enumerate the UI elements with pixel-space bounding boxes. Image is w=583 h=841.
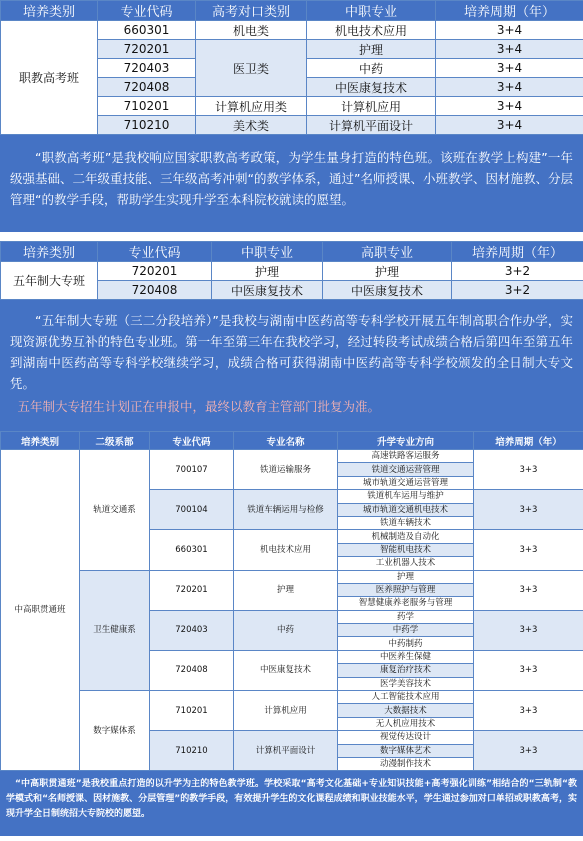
table-row: [1, 21, 583, 40]
major-name-cell: 铁道运输服务: [234, 450, 338, 490]
major-name-cell: 中药: [234, 610, 338, 650]
description-panel: [0, 300, 583, 431]
direction-cell: 人工智能技术应用: [338, 691, 474, 704]
code-cell: 700107: [150, 450, 234, 490]
major-name-cell: 计算机应用: [234, 691, 338, 731]
enrollment-note: 五年制大专招生计划正在申报中，最终以教育主管部门批复为准。: [17, 399, 381, 414]
period-cell: 3+2: [452, 281, 583, 300]
period-cell: 3+3: [474, 691, 583, 731]
major-cell: 中医康复技术: [307, 78, 436, 97]
direction-cell: 中医养生保健: [338, 650, 474, 663]
header-cell: 专业代码: [98, 242, 212, 262]
code-cell: 720408: [98, 78, 196, 97]
major-cell: 机电技术应用: [307, 21, 436, 40]
header-cell: 二级系部: [80, 432, 150, 450]
exam-type-cell: 美术类: [196, 116, 307, 135]
vocational-exam-table: [0, 0, 583, 135]
code-cell: 720201: [150, 570, 234, 610]
code-cell: 660301: [98, 21, 196, 40]
code-cell: 710201: [98, 97, 196, 116]
header-cell: 培养周期（年）: [436, 1, 583, 21]
code-cell: 710210: [150, 731, 234, 771]
direction-cell: 护理: [338, 570, 474, 583]
period-cell: 3+3: [474, 450, 583, 490]
code-cell: 720403: [98, 59, 196, 78]
category-cell: 中高职贯通班: [1, 450, 80, 771]
direction-cell: 大数据技术: [338, 704, 474, 717]
direction-cell: 城市轨道交通运营管理: [338, 476, 474, 489]
period-cell: 3+4: [436, 59, 583, 78]
direction-cell: 中药学: [338, 624, 474, 637]
description-panel: [0, 135, 583, 232]
integrated-program-body: [1, 450, 583, 771]
five-year-college-table: [0, 241, 583, 300]
header-cell: 培养类别: [1, 432, 80, 450]
period-cell: 3+3: [474, 530, 583, 570]
code-cell: 660301: [150, 530, 234, 570]
direction-cell: 铁道交通运营管理: [338, 463, 474, 476]
major-cell: 护理: [307, 40, 436, 59]
header-cell: 升学专业方向: [338, 432, 474, 450]
major-name-cell: 计算机平面设计: [234, 731, 338, 771]
direction-cell: 智能机电技术: [338, 543, 474, 556]
major-cell: 中药: [307, 59, 436, 78]
period-cell: 3+3: [474, 570, 583, 610]
exam-type-cell: 医卫类: [196, 40, 307, 97]
header-cell: 高职专业: [323, 242, 452, 262]
table-header-row: [1, 1, 583, 21]
period-cell: 3+3: [474, 490, 583, 530]
secondary-major-cell: 护理: [212, 262, 323, 281]
major-name-cell: 护理: [234, 570, 338, 610]
description-panel: [0, 771, 583, 836]
direction-cell: 城市轨道交通机电技术: [338, 503, 474, 516]
section-five-year-college-class: [0, 241, 583, 431]
period-cell: 3+4: [436, 21, 583, 40]
direction-cell: 无人机应用技术: [338, 717, 474, 730]
period-cell: 3+4: [436, 40, 583, 59]
code-cell: 720201: [98, 262, 212, 281]
major-name-cell: 中医康复技术: [234, 650, 338, 690]
code-cell: 720408: [98, 281, 212, 300]
period-cell: 3+4: [436, 116, 583, 135]
code-cell: 710210: [98, 116, 196, 135]
category-cell: 职教高考班: [1, 21, 98, 135]
table-row: [1, 570, 583, 583]
department-cell: 轨道交通系: [80, 450, 150, 571]
period-cell: 3+4: [436, 78, 583, 97]
department-cell: 数字媒体系: [80, 691, 150, 771]
major-name-cell: 机电技术应用: [234, 530, 338, 570]
header-cell: 高考对口类别: [196, 1, 307, 21]
period-cell: 3+3: [474, 650, 583, 690]
direction-cell: 高速铁路客运服务: [338, 450, 474, 463]
direction-cell: 中药制药: [338, 637, 474, 650]
section-integrated-program-class: [0, 431, 583, 836]
header-cell: 专业名称: [234, 432, 338, 450]
exam-type-cell: 机电类: [196, 21, 307, 40]
period-cell: 3+2: [452, 262, 583, 281]
period-cell: 3+3: [474, 731, 583, 771]
exam-type-cell: 计算机应用类: [196, 97, 307, 116]
header-cell: 培养周期（年）: [474, 432, 583, 450]
code-cell: 720201: [98, 40, 196, 59]
header-cell: 专业代码: [98, 1, 196, 21]
table-header-row: [1, 242, 583, 262]
higher-major-cell: 中医康复技术: [323, 281, 452, 300]
major-cell: 计算机平面设计: [307, 116, 436, 135]
direction-cell: 铁道车辆技术: [338, 516, 474, 529]
direction-cell: 动漫制作技术: [338, 757, 474, 770]
direction-cell: 数字媒体艺术: [338, 744, 474, 757]
header-cell: 专业代码: [150, 432, 234, 450]
direction-cell: 智慧健康养老服务与管理: [338, 597, 474, 610]
code-cell: 720403: [150, 610, 234, 650]
direction-cell: 视觉传达设计: [338, 731, 474, 744]
code-cell: 710201: [150, 691, 234, 731]
header-cell: 中职专业: [307, 1, 436, 21]
header-cell: 中职专业: [212, 242, 323, 262]
direction-cell: 药学: [338, 610, 474, 623]
direction-cell: 医养照护与管理: [338, 583, 474, 596]
direction-cell: 康复治疗技术: [338, 664, 474, 677]
period-cell: 3+3: [474, 610, 583, 650]
section-vocational-exam-class: [0, 0, 583, 232]
table-row: [1, 450, 583, 463]
table-row: [1, 691, 583, 704]
direction-cell: 铁道机车运用与维护: [338, 490, 474, 503]
secondary-major-cell: 中医康复技术: [212, 281, 323, 300]
period-cell: 3+4: [436, 97, 583, 116]
department-cell: 卫生健康系: [80, 570, 150, 691]
header-cell: 培养类别: [1, 1, 98, 21]
description-text: “五年制大专班（三二分段培养）”是我校与湖南中医药高等专科学校开展五年制高职合作办学，实现资源优势互补的特色专业班。第一年至第三年在我校学习，经过转段考试成绩合格后第四年至第五年到湖南中医药高等专科学校继续学习，成绩合格可获得湖南中医药高等专科学校颁发的全日制大专文凭。: [10, 313, 573, 391]
code-cell: 720408: [150, 650, 234, 690]
major-name-cell: 铁道车辆运用与检修: [234, 490, 338, 530]
header-cell: 培养周期（年）: [452, 242, 583, 262]
direction-cell: 机械制造及自动化: [338, 530, 474, 543]
code-cell: 700104: [150, 490, 234, 530]
category-cell: 五年制大专班: [1, 262, 98, 300]
integrated-program-table: [0, 431, 583, 771]
direction-cell: 工业机器人技术: [338, 557, 474, 570]
description-text: “中高职贯通班”是我校重点打造的以升学为主的特色教学班。学校采取“高考文化基础+专业知识技能+高考强化训练”相结合的“三轨制“教学模式和“名师授课、因材施教、分层管理”的教学手段，有效提升学生的文化课程成绩和职业技能水平，学生通过参加对口单招或职教高考，实现升学全日制统招大专院校的愿望。: [6, 779, 577, 820]
direction-cell: 医学美容技术: [338, 677, 474, 690]
higher-major-cell: 护理: [323, 262, 452, 281]
description-text: “职教高考班”是我校响应国家职教高考政策，为学生量身打造的特色班。该班在教学上构建”一年级强基础、二年级重技能、三年级高考冲刺“的教学体系，通过”名师授课、小班教学、因材施教、分层管理“的教学手段，帮助学生实现升学至本科院校就读的愿望。: [10, 150, 573, 207]
table-row: [1, 262, 583, 281]
table-header-row: [1, 432, 583, 450]
major-cell: 计算机应用: [307, 97, 436, 116]
header-cell: 培养类别: [1, 242, 98, 262]
